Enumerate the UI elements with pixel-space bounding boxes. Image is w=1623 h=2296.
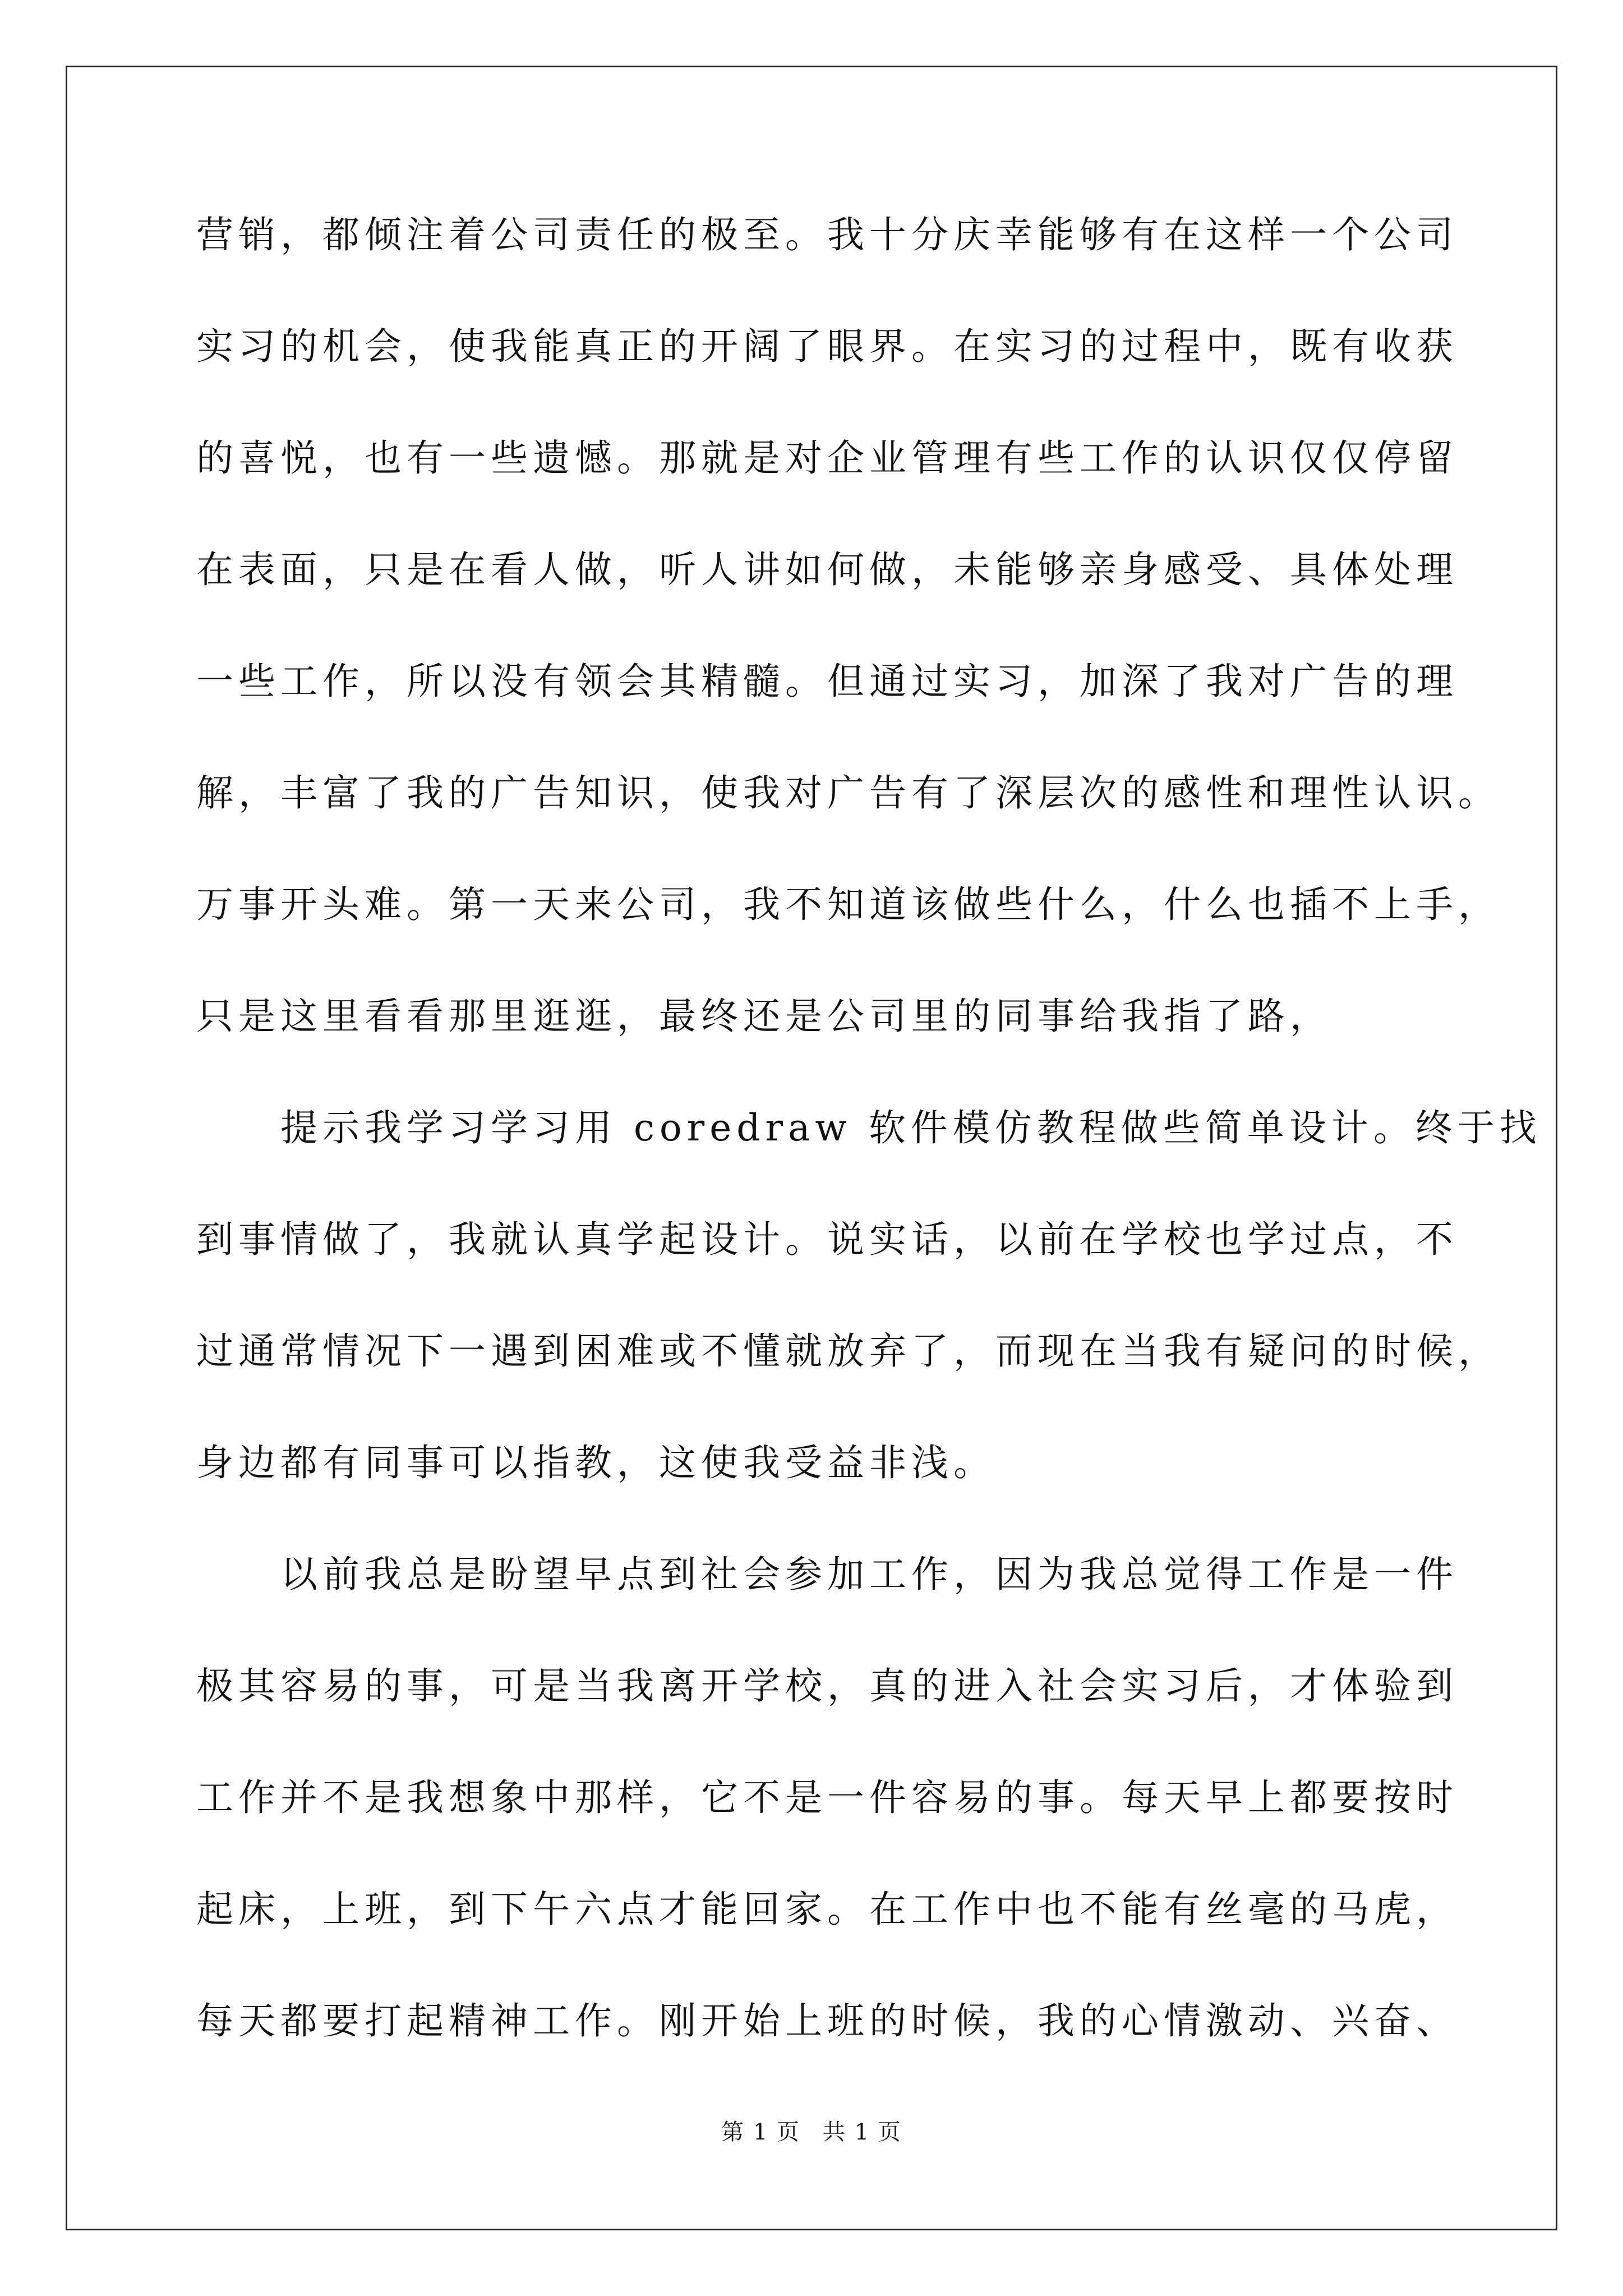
text-line: 工作并不是我想象中那样，它不是一件容易的事。每天早上都要按时 (196, 1776, 1458, 1819)
text-line: 营销，都倾注着公司责任的极至。我十分庆幸能够有在这样一个公司 (196, 213, 1458, 256)
text-line: 的喜悦，也有一些遗憾。那就是对企业管理有些工作的认识仅仅停留 (196, 436, 1458, 480)
text-line: 一些工作，所以没有领会其精髓。但通过实习，加深了我对广告的理 (196, 660, 1458, 703)
paragraph-first-line: 提示我学习学习用 coredraw 软件模仿教程做些简单设计。终于找 (280, 1106, 1542, 1149)
page-footer (0, 2121, 1623, 2143)
text-line: 到事情做了，我就认真学起设计。说实话，以前在学校也学过点，不 (196, 1218, 1458, 1261)
text-line: 解，丰富了我的广告知识，使我对广告有了深层次的感性和理性认识。 (196, 771, 1500, 815)
text-line: 万事开头难。第一天来公司，我不知道该做些什么，什么也插不上手， (196, 883, 1500, 926)
text-line: 极其容易的事，可是当我离开学校，真的进入社会实习后，才体验到 (196, 1664, 1458, 1708)
text-line: 身边都有同事可以指教，这使我受益非浅。 (196, 1441, 995, 1484)
text-line: 实习的机会，使我能真正的开阔了眼界。在实习的过程中，既有收获 (196, 325, 1458, 368)
paragraph-first-line: 以前我总是盼望早点到社会参加工作，因为我总觉得工作是一件 (280, 1553, 1458, 1596)
page-total: 共 1 页 (823, 2119, 902, 2145)
text-line: 在表面，只是在看人做，听人讲如何做，未能够亲身感受、具体处理 (196, 548, 1458, 591)
text-line: 起床，上班，到下午六点才能回家。在工作中也不能有丝毫的马虎， (196, 1888, 1458, 1931)
text-line: 只是这里看看那里逛逛，最终还是公司里的同事给我指了路， (196, 995, 1332, 1038)
text-line: 每天都要打起精神工作。刚开始上班的时候，我的心情激动、兴奋、 (196, 1999, 1458, 2042)
text-line: 过通常情况下一遇到困难或不懂就放弃了，而现在当我有疑问的时候， (196, 1329, 1500, 1373)
page-number: 第 1 页 (721, 2119, 800, 2145)
